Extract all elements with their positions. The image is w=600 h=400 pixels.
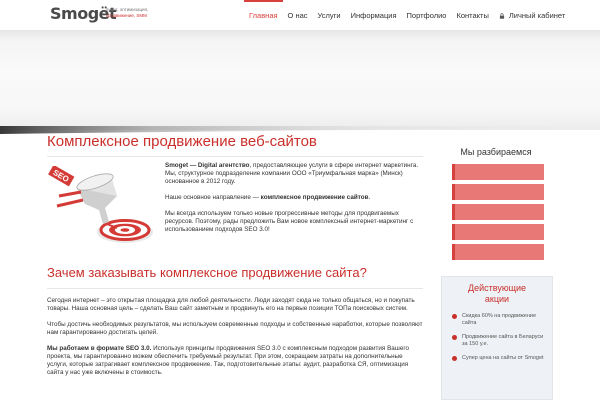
sidebar-item[interactable] <box>452 204 544 220</box>
nav-label: Услуги <box>317 11 341 20</box>
nav-item-contacts[interactable] <box>451 0 493 30</box>
nav-item-about[interactable] <box>283 0 313 30</box>
promo-title <box>442 283 552 305</box>
seo-tag-label: SEO <box>51 167 71 185</box>
promo-item[interactable] <box>452 334 546 348</box>
intro-paragraph-3: Мы всегда используем только новые прогрессивные методы для продвигаемых ресурсов. Поэтому, рады предложить Вам новое комплексный интернет-маркетинг с использованием подходов SEO 3.0! <box>165 210 414 233</box>
nav-label: Контакты <box>456 11 489 20</box>
nav-item-home[interactable] <box>244 0 283 30</box>
nav-item-account[interactable] <box>494 0 570 30</box>
company-name: Smoget — Digital агентство <box>165 162 250 169</box>
intro-p1-text: , предоставляющее услуги в сфере интернет маркетинга. Мы, структурное подразделение компании ООО «Триумфальная марка» (Минск) основанное в 2012 году. <box>165 162 419 185</box>
body-paragraph-3 <box>47 345 423 377</box>
hero-band <box>0 30 600 130</box>
main-nav <box>244 0 570 30</box>
promo-item[interactable] <box>452 313 546 327</box>
nav-label: О нас <box>287 11 308 20</box>
sidebar-item[interactable] <box>452 244 544 260</box>
body-paragraph-1: Сегодня интернет – это открытая площадка для любой деятельности. Люди заходят сюда не только общаться, но и покупать товары. Наша основная цель – сделать Ваш сайт заметным и продвинуть его на первые позиции ТОПа поисковых систем. <box>47 297 415 312</box>
header <box>0 0 600 30</box>
tagline-line-1: аудит, оптимизация, <box>106 7 149 12</box>
intro-text <box>165 162 423 242</box>
intro-paragraph-2 <box>165 194 423 202</box>
promo-item-label: Скидка 60% на продвижение сайта <box>462 313 537 326</box>
bullet-icon <box>452 356 457 361</box>
promo-box <box>441 276 553 400</box>
nav-label: Личный кабинет <box>508 11 566 20</box>
promo-item[interactable] <box>452 355 546 362</box>
logo[interactable]: Smogёt <box>50 4 117 23</box>
intro-section <box>47 162 423 252</box>
intro-p2-end: . <box>368 194 371 201</box>
bullet-icon <box>452 314 457 319</box>
bullet-icon <box>452 335 457 340</box>
body-text <box>47 297 423 377</box>
body-p3-text: Используя принципы продвижения SEO 3.0 с комплексным подходом развития Вашего проекта, мы гарантированно можем обеспечить требуемый результат. При этом, сокращаем затраты на дополнительные услуги, которые затрагивает комплексное продвижение. Так, подготовительные этапы: аудит, разработка СЯ, оптимизация сайта у нас уже включены в стоимость. <box>47 345 409 376</box>
sidebar-title: Мы разбираемся <box>460 147 532 157</box>
promo-item-label: Продвижение сайта в Беларуси за 150 у.е. <box>462 334 544 347</box>
intro-paragraph-1 <box>165 162 423 186</box>
nav-label: Информация <box>350 11 397 20</box>
nav-label: Главная <box>249 11 278 20</box>
intro-p2-bold: комплексное продвижение сайтов <box>260 194 369 201</box>
seo-format-bold: Мы работаем в формате SEO 3.0. <box>47 345 152 352</box>
promo-list <box>452 313 546 362</box>
nav-item-portfolio[interactable] <box>402 0 452 30</box>
tagline-line-2: продвижение, SMM <box>106 12 147 18</box>
nav-item-info[interactable] <box>346 0 402 30</box>
promo-item-label: Супер цена на сайты от Smoget <box>462 355 544 361</box>
promo-title-line-2: акции <box>484 294 510 304</box>
lock-icon <box>499 13 505 19</box>
sidebar-item[interactable] <box>452 184 544 200</box>
sidebar-item[interactable] <box>452 164 544 180</box>
sidebar-menu <box>452 164 544 264</box>
tagline <box>106 7 168 18</box>
page-title: Комплексное продвижение веб-сайтов <box>47 132 423 157</box>
sidebar-item[interactable] <box>452 224 544 240</box>
body-paragraph-2: Чтобы достичь необходимых результатов, мы используем современные подходы и собственные наработки, которые позволяют нам гарантированно достигать целей. <box>47 321 423 336</box>
nav-item-services[interactable] <box>313 0 346 30</box>
nav-label: Портфолио <box>406 11 447 20</box>
main-content <box>47 132 423 385</box>
section-subtitle: Зачем заказывать комплексное продвижение сайта? <box>47 264 423 289</box>
seo-funnel-illustration <box>47 166 155 246</box>
intro-p2-start: Наше основное направление — <box>165 194 261 201</box>
promo-title-line-1: Действующие <box>467 283 527 293</box>
